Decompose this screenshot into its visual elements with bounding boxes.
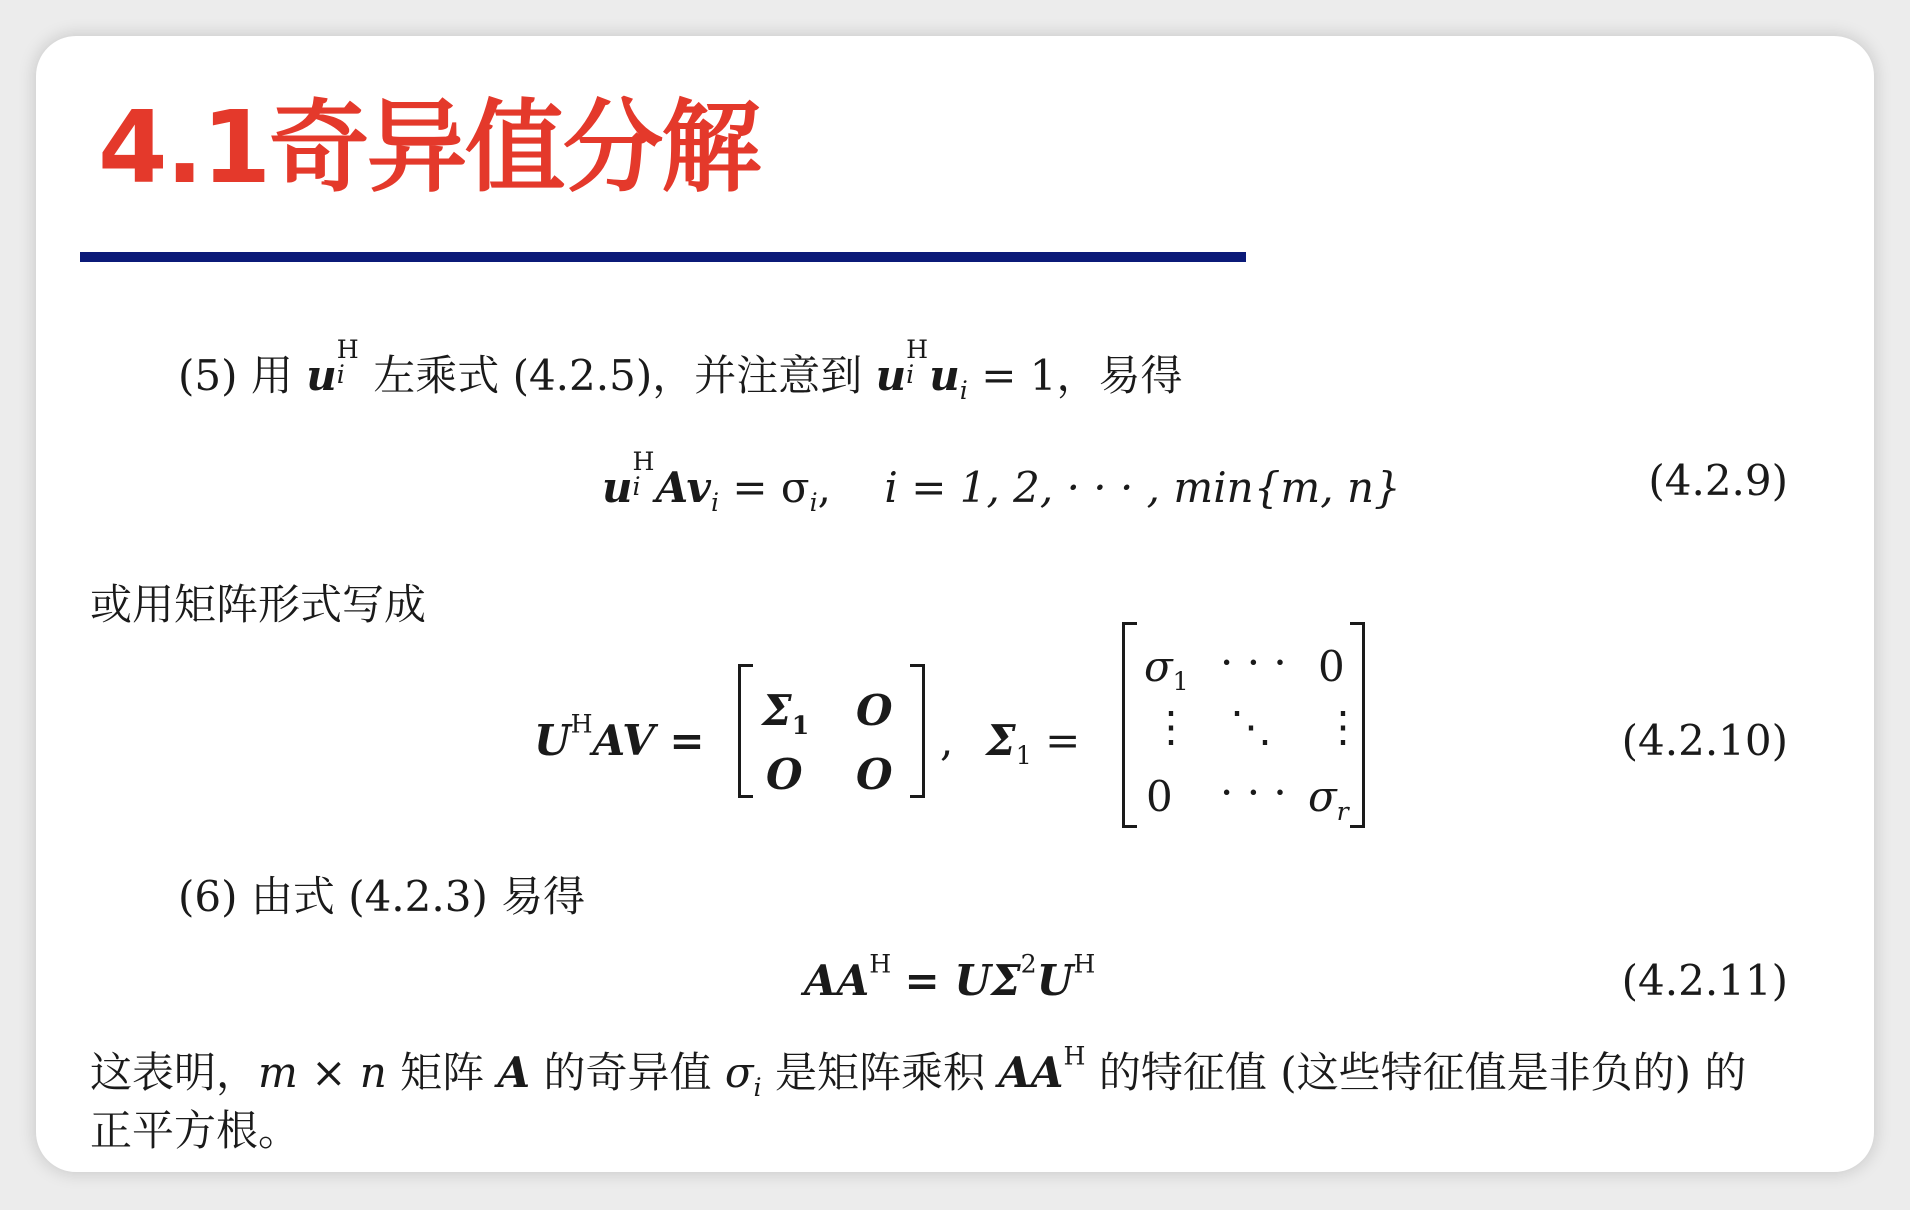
- item6-line: (6) 由式 (4.2.3) 易得: [178, 872, 586, 921]
- matrix2-cell: $\sigma_r$: [1308, 772, 1349, 826]
- title-underline: [80, 252, 1246, 262]
- eq-number-4-2-9: (4.2.9): [1648, 456, 1788, 505]
- u-scripts: H i: [336, 334, 359, 389]
- matrix2-cell: · · ·: [1220, 638, 1287, 687]
- eq429-range: i = 1, 2, · · · , min{m, n}: [884, 463, 1401, 512]
- eq4210-sigma1: $\Sigma_1$ =: [986, 716, 1081, 770]
- eq4210-lhs: $U^HAV$ =: [534, 709, 705, 765]
- matrix1-right-bracket: [910, 664, 925, 798]
- u-symbol: u: [306, 351, 337, 400]
- slide-title: 4.1奇异值分解: [98, 89, 760, 206]
- item5-label: (5) 用: [178, 351, 293, 400]
- matrix2-cell: ⋮: [1322, 702, 1364, 751]
- matrix2-cell: $\sigma_1$: [1144, 642, 1189, 696]
- matrix2-cell: 0: [1146, 772, 1173, 821]
- conclusion-line2: 正平方根。: [90, 1106, 301, 1155]
- item5-line: (5) 用 u H i 左乘式 (4.2.5)，并注意到 u H i $u_i = 1$，易得: [178, 334, 1183, 405]
- eq-number-4-2-11: (4.2.11): [1621, 956, 1788, 1005]
- matrix2-cell: · · ·: [1220, 768, 1287, 817]
- equation-4-2-11: $AA^H = U\Sigma^2U^H$: [804, 949, 1096, 1005]
- conclusion-line1: 这表明，m × n 矩阵 A 的奇异值 $\sigma_i$ 是矩阵乘积 $AA^H$ 的特征值 (这些特征值是非负的) 的: [90, 1041, 1747, 1102]
- eq4210-comma: ,: [940, 716, 954, 765]
- eq-number-4-2-10: (4.2.10): [1621, 716, 1788, 765]
- equation-4-2-9: u H i $Av_i = \sigma_i$, i = 1, 2, · · · , min{m, n}: [602, 446, 1401, 517]
- matrix1-cell: O: [766, 750, 803, 799]
- matrix2-left-bracket: [1122, 622, 1137, 828]
- matrix1-cell: $\Sigma_1$: [762, 686, 810, 740]
- item5-mid: 左乘式 (4.2.5)，并注意到: [373, 351, 863, 400]
- matrix2-cell: ⋮: [1150, 702, 1192, 751]
- matrix1-cell: O: [856, 750, 893, 799]
- matrix1-cell: O: [856, 686, 893, 735]
- matrix2-cell: 0: [1318, 642, 1345, 691]
- matrix1-left-bracket: [738, 664, 753, 798]
- matrix2-cell: ⋱: [1230, 702, 1272, 751]
- item5-tail: = 1，易得: [981, 351, 1183, 400]
- matrix-intro: 或用矩阵形式写成: [90, 580, 427, 629]
- slide: [36, 36, 1874, 1172]
